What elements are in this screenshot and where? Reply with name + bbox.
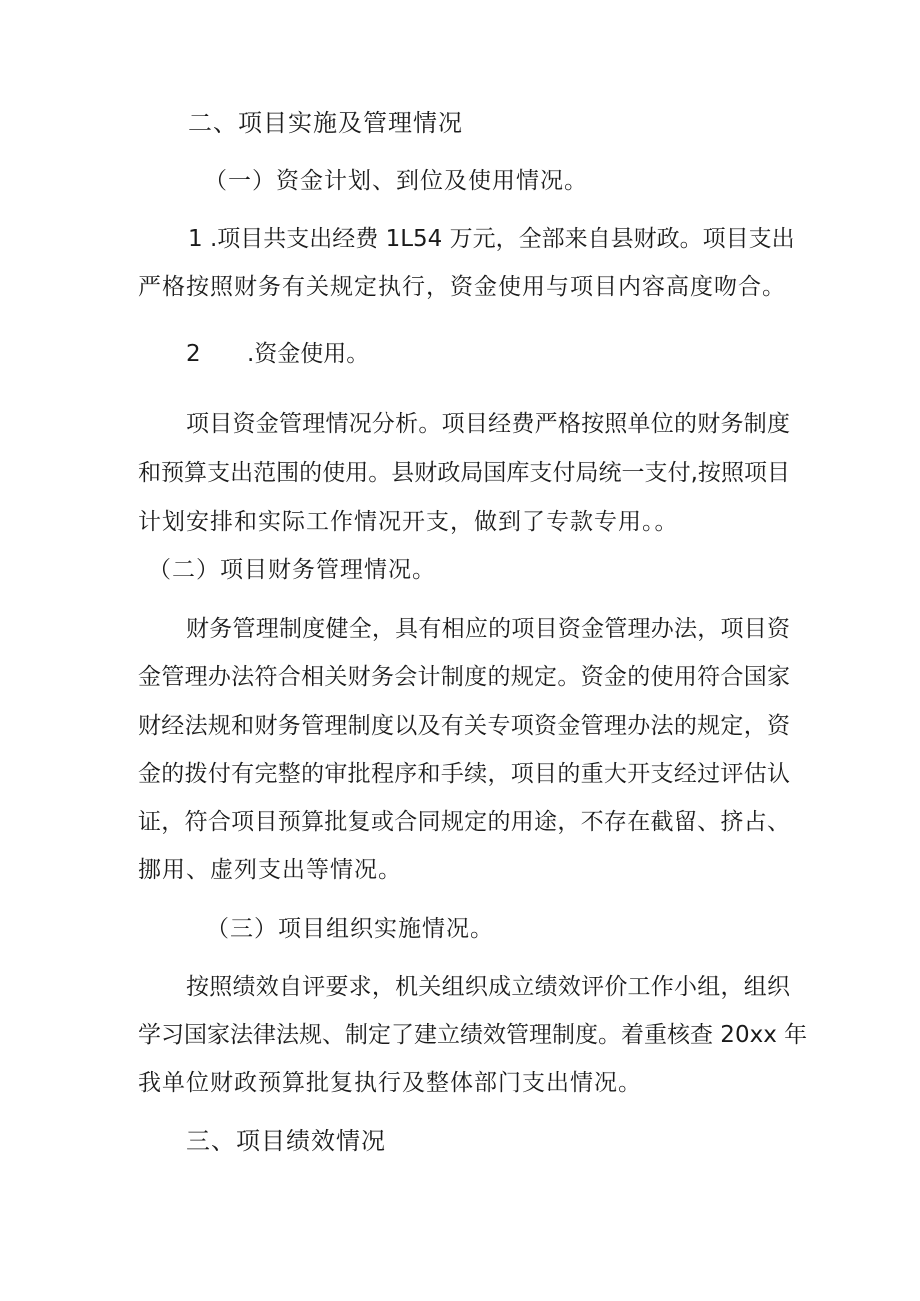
- subsection-heading-1: （一）资金计划、到位及使用情况。: [204, 168, 588, 194]
- section-heading-3: 三、项目绩效情况: [186, 1127, 386, 1155]
- paragraph-line: 金的拨付有完整的审批程序和手续，项目的重大开支经过评估认: [138, 761, 790, 787]
- paragraph-line: 1 .项目共支出经费 1L54 万元，全部来自县财政。项目支出: [188, 226, 795, 252]
- paragraph-line: 证，符合项目预算批复或合同规定的用途，不存在截留、挤占、: [138, 809, 790, 835]
- paragraph-line: 我单位财政预算批复执行及整体部门支出情况。: [138, 1070, 642, 1096]
- list-number: 2: [186, 341, 201, 367]
- paragraph-line: 按照绩效自评要求，机关组织成立绩效评价工作小组，组织: [186, 974, 790, 1000]
- subsection-heading-2: （二）项目财务管理情况。: [148, 557, 436, 583]
- paragraph-line: 项目资金管理情况分析。项目经费严格按照单位的财务制度: [186, 411, 790, 437]
- subsection-heading-3: （三）项目组织实施情况。: [206, 916, 494, 942]
- list-item-text: .资金使用。: [247, 341, 370, 367]
- paragraph-line: 财务管理制度健全，具有相应的项目资金管理办法，项目资: [186, 616, 790, 642]
- paragraph-line: 学习国家法律法规、制定了建立绩效管理制度。着重核查 20xx 年: [138, 1022, 808, 1048]
- section-heading-2: 二、项目实施及管理情况: [188, 109, 463, 137]
- paragraph-line: 挪用、虚列支出等情况。: [138, 857, 402, 883]
- paragraph-line: 和预算支出范围的使用。县财政局国库支付局统一支付,按照项目: [138, 460, 790, 486]
- paragraph-line: 金管理办法符合相关财务会计制度的规定。资金的使用符合国家: [138, 664, 790, 690]
- paragraph-line: 财经法规和财务管理制度以及有关专项资金管理办法的规定，资: [138, 713, 790, 739]
- paragraph-line: 严格按照财务有关规定执行，资金使用与项目内容高度吻合。: [138, 274, 786, 300]
- paragraph-line: 计划安排和实际工作情况开支，做到了专款专用。。: [138, 509, 679, 535]
